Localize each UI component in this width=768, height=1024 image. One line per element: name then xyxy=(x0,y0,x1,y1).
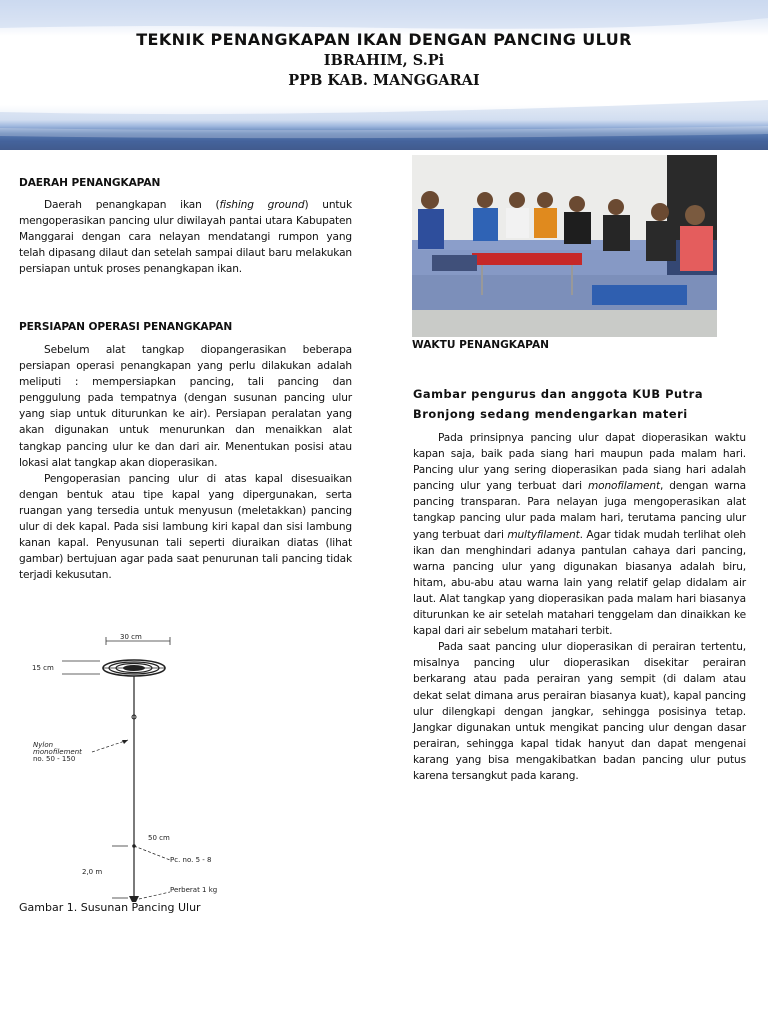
label-depth: 2,0 m xyxy=(82,868,103,876)
label-nylon-1: Nylon xyxy=(33,741,54,749)
paragraph-waktu-2: Pada saat pancing ulur dioperasikan di perairan tertentu, misalnya pancing ulur dioperasikan disekitar perairan berkarang atau pada perairan yang sempit (di dalam atau dekat selat dimana arus perairan biasanya kuat), kapal pancing ulur dilengkapi dengan jangkar, sehingga posisinya tetap. Jangkar digunakan untuk mengikat pancing ulur dengan dasar perairan, sehingga kapal tidak hanyut dan dapat mengenai karang yang bisa mengakibatkan badan pancing ulur putus karena tersangkut pada karang. xyxy=(413,641,746,782)
photo-caption: WAKTU PENANGKAPAN xyxy=(412,339,550,351)
label-hook: Pc. no. 5 - 8 xyxy=(170,856,212,864)
handline-diagram xyxy=(20,630,250,905)
label-sinker: Perberat 1 kg xyxy=(170,886,218,894)
author-name: IBRAHIM, S.Pi xyxy=(323,52,445,69)
header-banner xyxy=(0,0,768,150)
text-run: ) untuk mengoperasikan pancing ulur diwilayah pantai utara Kabupaten Manggarai dengan cara nelayan mendatangi rumpon yang telah dipasang dilaut dan setelah sampai dilaut baru melakukan persiapan untuk proses penangkapan ikan. xyxy=(19,199,352,276)
label-width: 30 cm xyxy=(120,633,142,641)
text-italic: monofilament xyxy=(587,480,660,493)
label-nylon-3: no. 50 - 150 xyxy=(33,755,76,763)
paragraph-waktu-1 xyxy=(413,430,746,639)
group-photo xyxy=(412,155,717,337)
right-column xyxy=(413,430,746,784)
text-run: Daerah penangkapan ikan ( xyxy=(44,199,220,211)
paragraph-persiapan-2: Pengoperasian pancing ulur di atas kapal disesuaikan dengan bentuk atau tipe kapal yang dipergunakan, serta ruangan yang tersedia untuk menyusun (meletakkan) pancing ulur di dek kapal. Pada sisi lambung kiri kapal dan sisi lambung kanan kapal. Penyusunan tali seperti diuraikan diatas (lihat gambar) bertujuan agar pada saat penurunan tali pancing tidak terjadi kekusutan. xyxy=(19,472,352,582)
paragraph-daerah xyxy=(19,197,352,277)
text-run: . Agar tidak mudah terlihat oleh ikan dan menghindari adanya pantulan cahaya dari pancing, warna pancing ulur yang digunakan biasanya adalah biru, hitam, abu-abu atau warna lain yang relatif gelap didalam air laut. Alat tangkap yang dioperasikan pada malam hari biasanya diturunkan ke air setelah matahari tenggelam dan dinaikkan ke kapal dari air sebelum matahari terbit. xyxy=(413,528,746,638)
section-heading-daerah: DAERAH PENANGKAPAN xyxy=(19,177,161,189)
reel-icon xyxy=(103,660,165,676)
text-run: , dengan warna pancing transparan. Para nelayan juga mengoperasikan alat tangkap pancing ulur pada malam hari, terutama pancing ulur yang terbuat dari xyxy=(413,480,746,541)
paragraphs-persiapan xyxy=(19,342,352,583)
text-run: Pada prinsipnya pancing ulur dapat dioperasikan waktu kapan saja, baik pada siang hari maupun pada malam hari. Pancing ulur yang sering dioperasikan pada siang hari adalah pancing ulur yang terbuat dari xyxy=(413,432,746,493)
paragraph-persiapan-1: Sebelum alat tangkap diopangerasikan beberapa persiapan operasi penangkapan yang perlu dilakukan adalah meliputi : mempersiapkan pancing, tali pancing dan penggulung pada tempatnya (dengan susunan pancing ulur yang siap untuk diturunkan ke air). Persiapan peralatan yang akan digunakan untuk menurunkan dan menaikkan alat tangkap pancing ulur ke dan dari air. Menentukan posisi atau lokasi alat tangkap akan dioperasikan. xyxy=(19,344,352,469)
text-italic: multyfilament xyxy=(507,528,580,541)
label-height: 15 cm xyxy=(32,664,54,672)
text-italic: fishing ground xyxy=(219,199,305,211)
figure-caption: Gambar 1. Susunan Pancing Ulur xyxy=(19,901,201,914)
section-heading-persiapan: PERSIAPAN OPERASI PENANGKAPAN xyxy=(19,321,233,333)
poster-title: TEKNIK PENANGKAPAN IKAN DENGAN PANCING ULUR xyxy=(136,30,632,49)
label-nylon-2: monofilement xyxy=(33,748,82,756)
photo-subheading: Gambar pengurus dan anggota KUB Putra Bronjong sedang mendengarkan materi xyxy=(413,387,704,421)
label-branch: 50 cm xyxy=(148,834,170,842)
institution-name: PPB KAB. MANGGARAI xyxy=(288,72,480,89)
